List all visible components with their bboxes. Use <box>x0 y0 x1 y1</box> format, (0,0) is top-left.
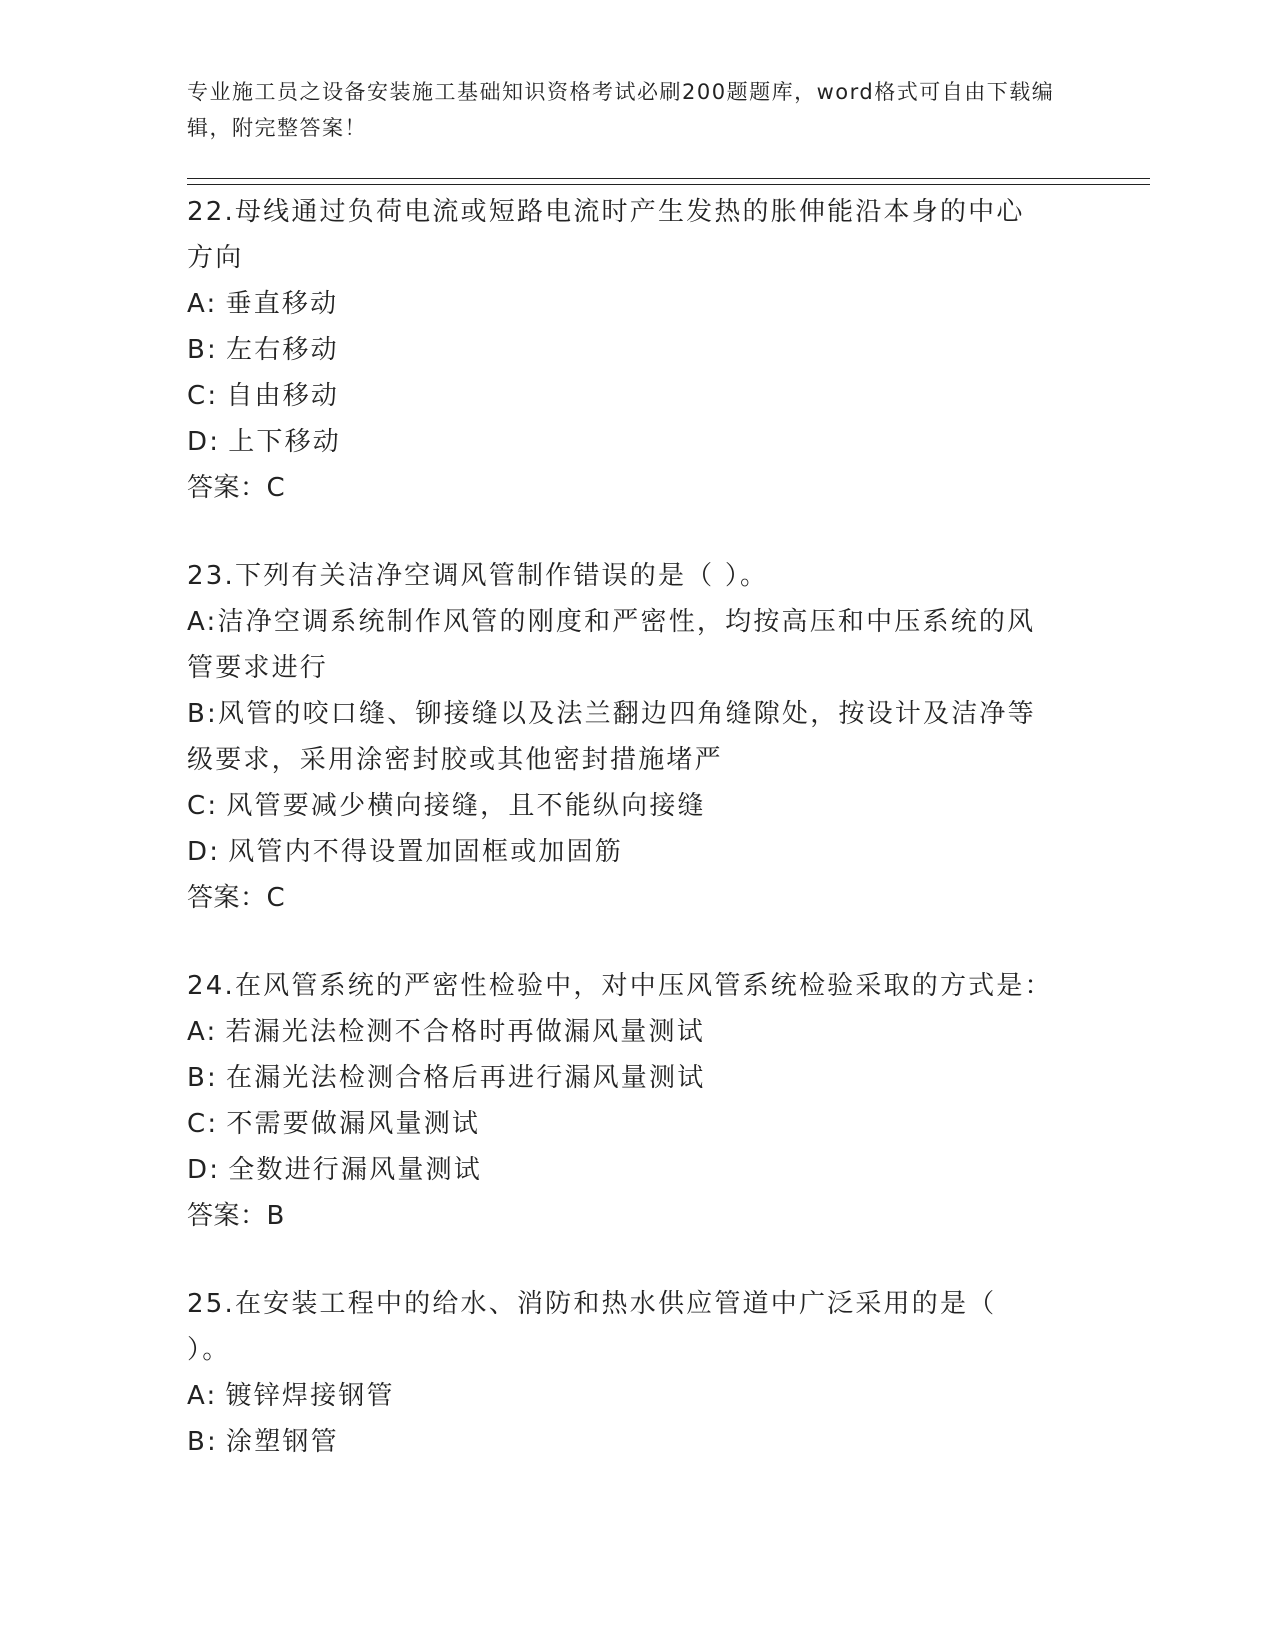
option-label: C: <box>187 1109 219 1139</box>
option-c <box>187 783 1087 829</box>
option-label: C: <box>187 381 219 411</box>
header-divider-top <box>187 178 1150 179</box>
option-text: 不需要做漏风量测试 <box>226 1109 481 1139</box>
option-text: 风管内不得设置加固框或加固筋 <box>228 837 623 867</box>
option-text: 风管的咬口缝、铆接缝以及法兰翻边四角缝隙处，按设计及洁净等级要求，采用涂密封胶或其他密封措施堵严 <box>187 699 1036 775</box>
answer-line <box>187 875 1087 921</box>
option-text: 若漏光法检测不合格时再做漏风量测试 <box>225 1017 705 1047</box>
option-label: B: <box>187 1427 218 1457</box>
option-text: 涂塑钢管 <box>226 1427 339 1457</box>
header-divider-bottom <box>187 184 1150 185</box>
option-b <box>187 691 1047 783</box>
option-text: 风管要减少横向接缝，且不能纵向接缝 <box>226 791 706 821</box>
question-24 <box>187 963 1087 1239</box>
question-stem: 24.在风管系统的严密性检验中，对中压风管系统检验采取的方式是： <box>187 971 1053 1001</box>
option-a <box>187 281 1087 327</box>
option-text: 上下移动 <box>228 427 341 457</box>
option-b <box>187 1419 1087 1465</box>
question-stem: 22.母线通过负荷电流或短路电流时产生发热的胀伸能沿本身的中心方向 <box>187 197 1025 273</box>
option-label: B: <box>187 335 218 365</box>
option-a <box>187 1373 1087 1419</box>
question-23 <box>187 553 1087 921</box>
question-stem: 23.下列有关洁净空调风管制作错误的是（ ）。 <box>187 561 769 591</box>
option-d <box>187 1147 1087 1193</box>
option-text: 镀锌焊接钢管 <box>225 1381 395 1411</box>
option-text: 全数进行漏风量测试 <box>228 1155 482 1185</box>
option-c <box>187 1101 1087 1147</box>
answer-label: 答案： <box>187 473 267 503</box>
question-stem: 25.在安装工程中的给水、消防和热水供应管道中广泛采用的是（ ）。 <box>187 1289 997 1365</box>
option-label: B: <box>187 699 218 729</box>
question-25 <box>187 1281 1087 1465</box>
option-d <box>187 419 1087 465</box>
question-22 <box>187 189 1087 511</box>
option-d <box>187 829 1087 875</box>
option-label: D: <box>187 837 221 867</box>
question-list <box>187 189 1087 1507</box>
option-text: 左右移动 <box>226 335 339 365</box>
option-label: D: <box>187 1155 221 1185</box>
option-label: C: <box>187 791 219 821</box>
answer-line <box>187 1193 1087 1239</box>
document-header <box>187 74 1067 146</box>
option-a <box>187 599 1047 691</box>
option-label: A: <box>187 607 218 637</box>
option-b <box>187 327 1087 373</box>
option-a <box>187 1009 1087 1055</box>
option-label: B: <box>187 1063 218 1093</box>
answer-label: 答案： <box>187 883 267 913</box>
answer-line <box>187 465 1087 511</box>
option-label: D: <box>187 427 221 457</box>
option-label: A: <box>187 1381 218 1411</box>
answer-value: C <box>266 473 286 503</box>
option-c <box>187 373 1087 419</box>
option-text: 垂直移动 <box>225 289 339 319</box>
option-b <box>187 1055 1087 1101</box>
answer-value: B <box>266 1201 285 1231</box>
option-text: 洁净空调系统制作风管的刚度和严密性，均按高压和中压系统的风管要求进行 <box>187 607 1036 683</box>
answer-value: C <box>266 883 286 913</box>
option-label: A: <box>187 289 218 319</box>
option-text: 自由移动 <box>226 381 340 411</box>
option-label: A: <box>187 1017 218 1047</box>
option-text: 在漏光法检测合格后再进行漏风量测试 <box>226 1063 706 1093</box>
answer-label: 答案： <box>187 1201 267 1231</box>
header-text: 专业施工员之设备安装施工基础知识资格考试必刷200题题库，word格式可自由下载编辑，附完整答案！ <box>187 80 1055 140</box>
